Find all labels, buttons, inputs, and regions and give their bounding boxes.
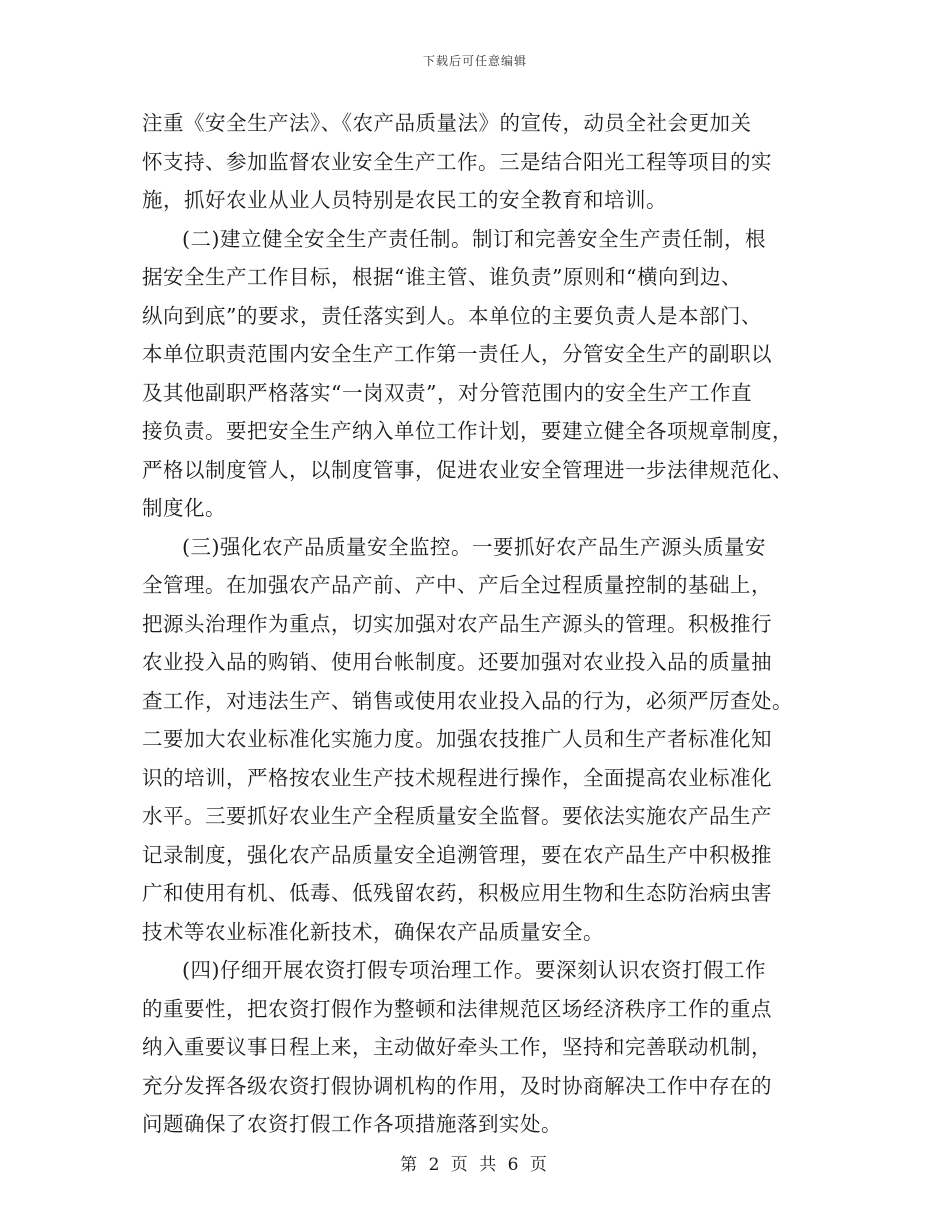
paragraph: [142, 951, 822, 1144]
text-line: 施，抓好农业从业人员特别是农民工的安全教育和培训。: [142, 188, 667, 212]
text-line: (三)强化农产品质量安全监控。一要抓好农产品生产源头质量安: [182, 534, 766, 559]
paragraph: [142, 220, 822, 528]
text-line: 全管理。在加强农产品产前、产中、产后全过程质量控制的基础上，: [142, 573, 772, 597]
text-line: 据安全生产工作目标，根据“谁主管、谁负责”原则和“横向到边、: [142, 265, 742, 289]
text-line: (四)仔细开展农资打假专项治理工作。要深刻认识农资打假工作: [182, 958, 766, 982]
paragraph: [142, 104, 822, 220]
text-line: 本单位职责范围内安全生产工作第一责任人，分管安全生产的副职以: [142, 342, 772, 366]
text-line: 查工作，对违法生产、销售或使用农业投入品的行为，必须严厉查处。: [142, 688, 793, 713]
text-line: 注重《安全生产法》、《农产品质量法》的宣传，动员全社会更加关: [142, 111, 752, 135]
text-line: 农业投入品的购销、使用台帐制度。还要加强对农业投入品的质量抽: [142, 650, 772, 674]
document-body: [142, 104, 822, 1144]
text-line: 及其他副职严格落实“一岗双责”，对分管范围内的安全生产工作直: [142, 380, 752, 405]
text-line: 技术等农业标准化新技术，确保农产品质量安全。: [142, 919, 604, 944]
page-number-footer: 第 2 页 共 6 页: [400, 1155, 550, 1175]
text-line: 识的培训，严格按农业生产技术规程进行操作，全面提高农业标准化: [142, 765, 772, 790]
text-line: 水平。三要抓好农业生产全程质量安全监督。要依法实施农产品生产: [142, 804, 772, 828]
text-line: 纳入重要议事日程上来，主动做好牵头工作，坚持和完善联动机制，: [142, 1035, 772, 1059]
text-line: 充分发挥各级农资打假协调机构的作用，及时协商解决工作中存在的: [142, 1073, 772, 1098]
text-line: 纵向到底”的要求，责任落实到人。本单位的主要负责人是本部门、: [142, 303, 762, 328]
text-line: 二要加大农业标准化实施力度。加强农技推广人员和生产者标准化知: [142, 727, 772, 751]
text-line: 把源头治理作为重点，切实加强对农产品生产源头的管理。积极推行: [142, 611, 772, 636]
text-line: 记录制度，强化农产品质量安全追溯管理，要在农产品生产中积极推: [142, 842, 772, 867]
text-line: 制度化。: [142, 496, 226, 520]
text-line: 广和使用有机、低毒、低残留农药，积极应用生物和生态防治病虫害: [142, 881, 772, 905]
header-note: 下载后可任意编辑: [422, 54, 527, 68]
text-line: 问题确保了农资打假工作各项措施落到实处。: [142, 1112, 562, 1136]
text-line: 怀支持、参加监督农业安全生产工作。三是结合阳光工程等项目的实: [142, 149, 772, 174]
text-line: 的重要性，把农资打假作为整顿和法律规范区场经济秩序工作的重点: [142, 996, 772, 1021]
text-line: 严格以制度管人，以制度管事，促进农业安全管理进一步法律规范化、: [142, 457, 793, 482]
text-line: 接负责。要把安全生产纳入单位工作计划，要建立健全各项规章制度，: [142, 419, 793, 443]
text-line: (二)建立健全安全生产责任制。制订和完善安全生产责任制，根: [182, 226, 766, 251]
paragraph: [142, 528, 822, 952]
